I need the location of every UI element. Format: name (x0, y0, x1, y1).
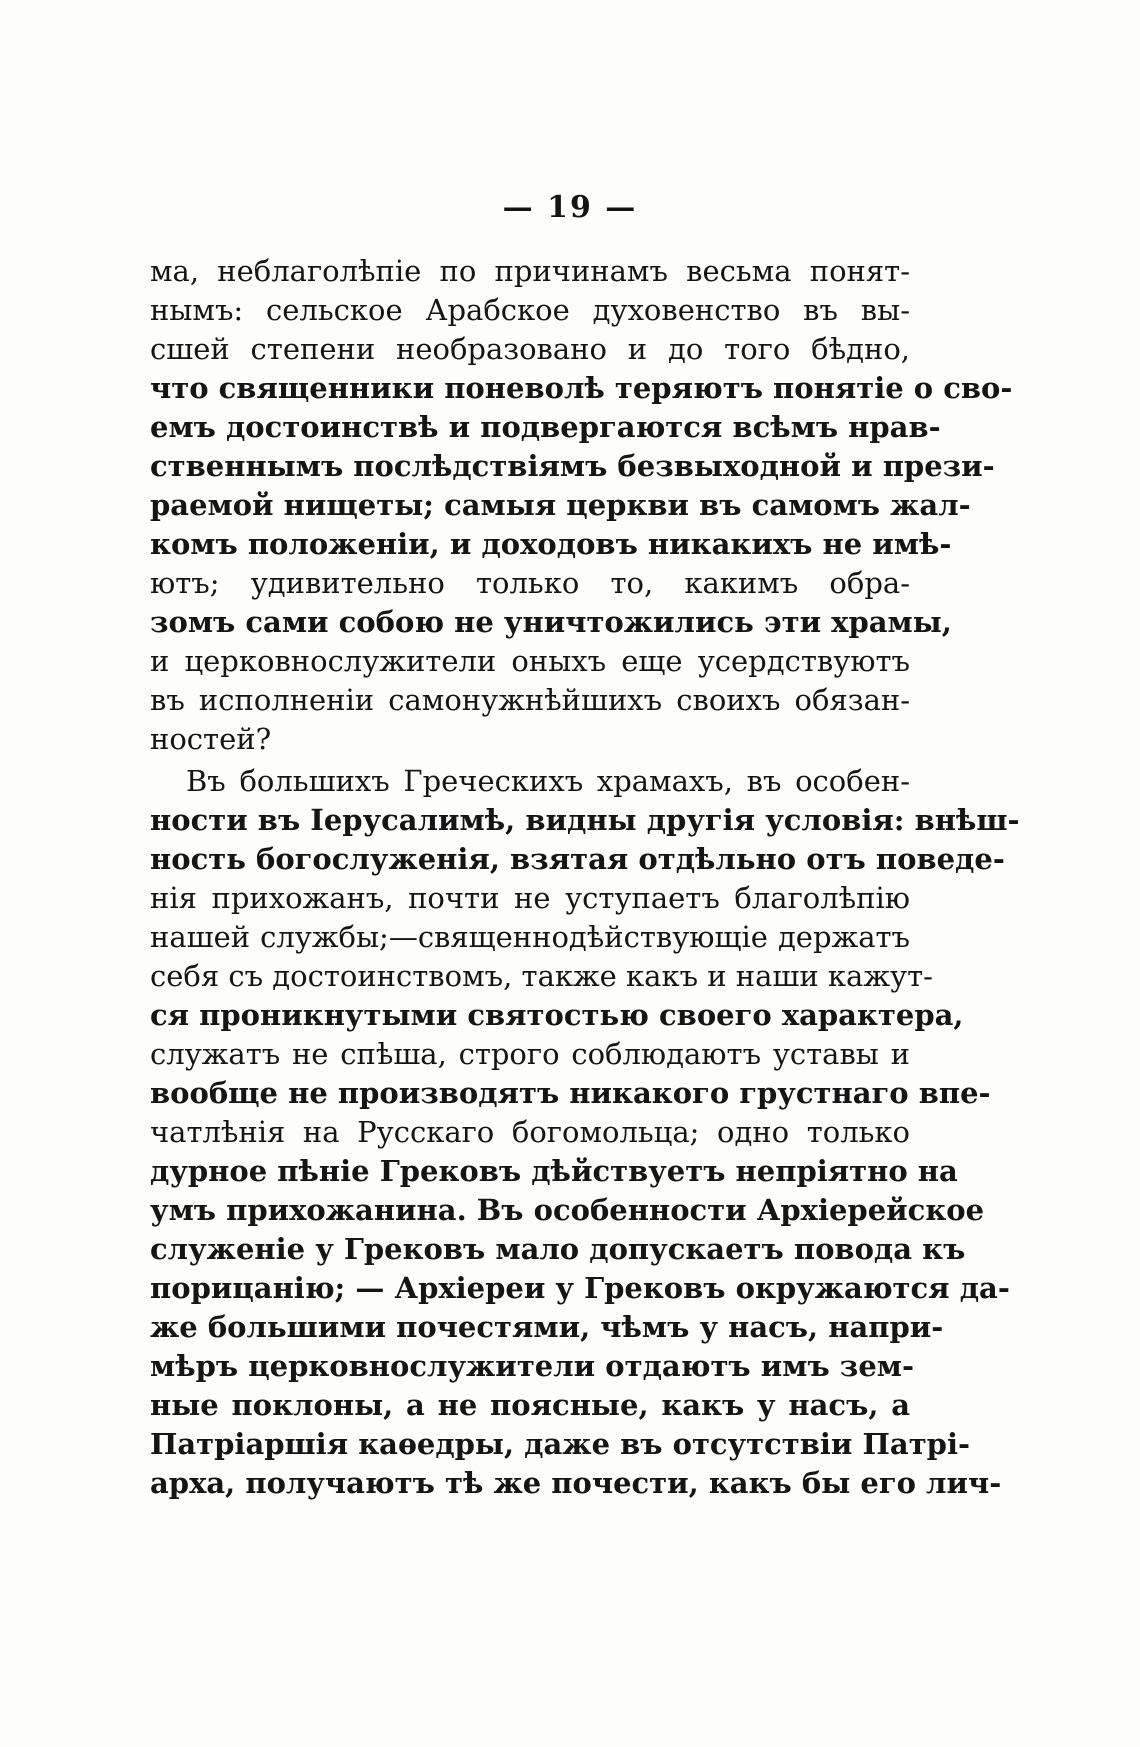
text-line: и церковнослужители оныхъ еще усердствуютъ (150, 644, 910, 678)
text-line: ностей? (150, 722, 272, 756)
text-line: комъ положеніи, и доходовъ никакихъ не имѣ- (150, 527, 952, 561)
text-line: сшей степени необразовано и до того бѣдно, (150, 332, 910, 366)
paragraph-1 (150, 252, 1013, 759)
paragraph-2 (150, 762, 1020, 1503)
text-line: ма, неблаголѣпіе по причинамъ весьма понят- (150, 254, 910, 288)
text-line: себя съ достоинствомъ, также какъ и наши кажут- (150, 959, 933, 993)
text-line: ность богослуженія, взятая отдѣльно отъ поведе- (150, 842, 1005, 876)
text-line: раемой нищеты; самыя церкви въ самомъ жал- (150, 488, 971, 522)
text-line: арха, получаютъ тѣ же почести, какъ бы его лич- (150, 1466, 1002, 1500)
text-line: въ исполненіи самонужнѣйшихъ своихъ обязан- (150, 683, 910, 717)
text-line: емъ достоинствѣ и подвергаются всѣмъ нрав- (150, 410, 941, 444)
text-line: нашей службы;—священнодѣйствующіе держатъ (150, 920, 910, 954)
text-line: умъ прихожанина. Въ особенности Архіерейское (150, 1193, 985, 1227)
text-line: ютъ; удивительно только то, какимъ обра- (150, 566, 910, 600)
text-line: же большими почестями, чѣмъ у насъ, напри- (150, 1310, 944, 1344)
text-line: Патріаршія каѳедры, даже въ отсутствіи Патрі- (150, 1427, 971, 1461)
text-line: Въ большихъ Греческихъ храмахъ, въ особен- (186, 764, 910, 798)
text-line: ные поклоны, а не поясные, какъ у насъ, а (150, 1388, 910, 1422)
text-line: ся проникнутыми святостью своего характера, (150, 998, 964, 1032)
text-line: ности въ Іерусалимѣ, видны другія условія: внѣш- (150, 803, 1020, 837)
text-line: зомъ сами собою не уничтожились эти храмы, (150, 605, 952, 639)
text-line: ственнымъ послѣдствіямъ безвыходной и прези- (150, 449, 995, 483)
text-line: нія прихожанъ, почти не уступаетъ благолѣпію (150, 881, 910, 915)
body-text (150, 252, 1020, 1503)
text-line: вообще не производятъ никакого грустнаго впе- (150, 1076, 991, 1110)
text-line: порицанію; — Архіереи у Грековъ окружаются да- (150, 1271, 1010, 1305)
text-line: нымъ: сельское Арабское духовенство въ вы- (150, 293, 910, 327)
text-line: дурное пѣніе Грековъ дѣйствуетъ непріятно на (150, 1154, 958, 1188)
text-line: служатъ не спѣша, строго соблюдаютъ уставы и (150, 1037, 910, 1071)
text-line: служеніе у Грековъ мало допускаетъ повода къ (150, 1232, 966, 1266)
text-line: мѣръ церковнослужители отдаютъ имъ зем- (150, 1349, 914, 1383)
page-number: — 19 — (502, 190, 638, 225)
text-line: что священники поневолѣ теряютъ понятіе о сво- (150, 371, 1013, 405)
text-line: чатлѣнія на Русскаго богомольца; одно только (150, 1115, 910, 1149)
